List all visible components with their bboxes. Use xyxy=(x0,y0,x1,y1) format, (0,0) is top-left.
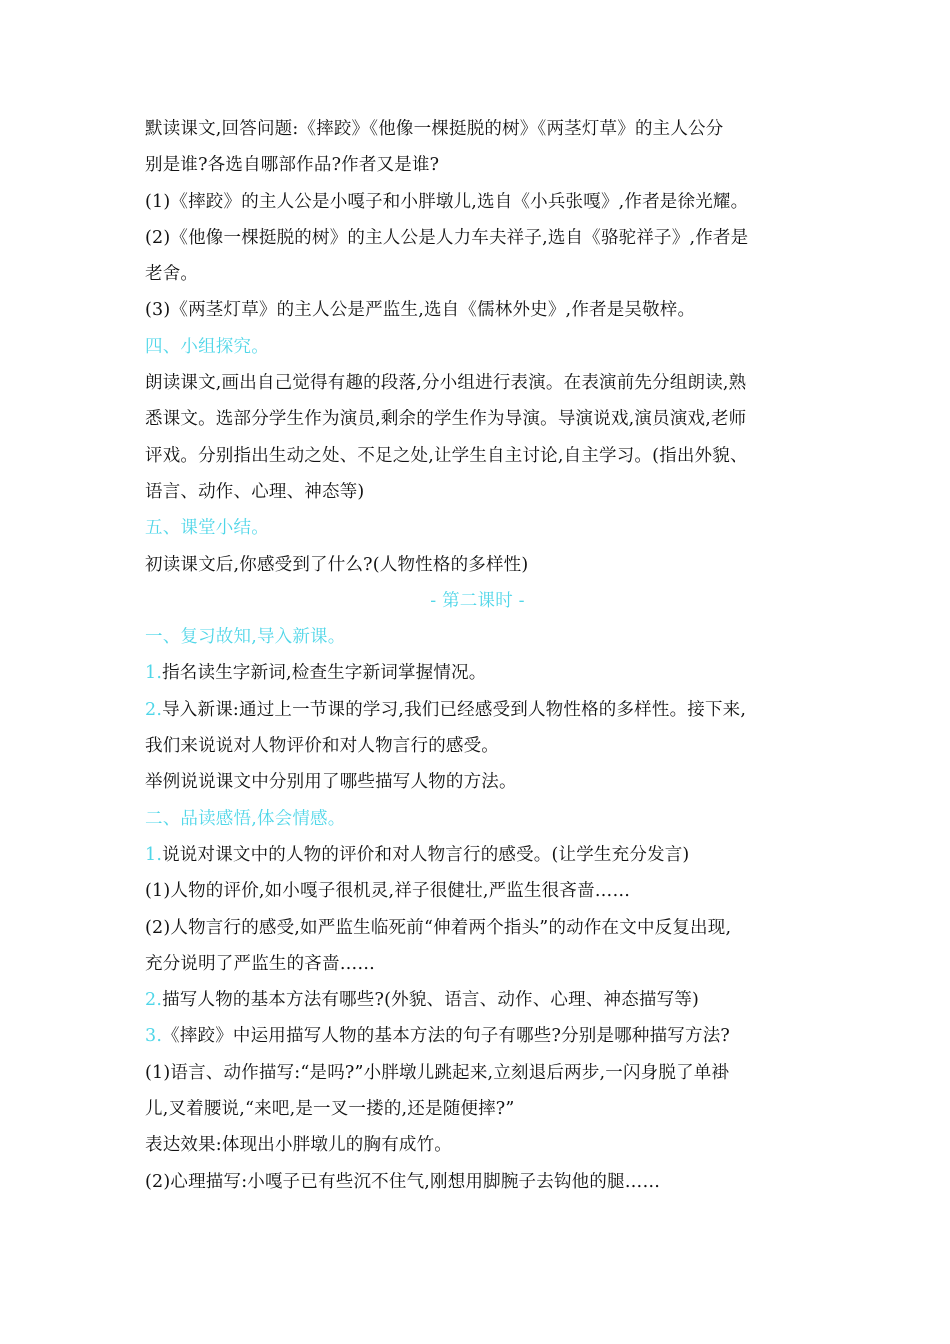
item-number: 1. xyxy=(145,844,163,865)
text-line xyxy=(145,982,810,1018)
text-line xyxy=(145,946,810,982)
text-line xyxy=(145,256,810,292)
text-line xyxy=(145,1055,810,1091)
section-heading xyxy=(145,510,810,546)
text-line xyxy=(145,1164,810,1200)
line-text: (2)人物言行的感受,如严监生临死前“伸着两个指头”的动作在文中反复出现, xyxy=(145,917,732,938)
text-line xyxy=(145,837,810,873)
text-line xyxy=(145,728,810,764)
line-text: (3)《两茎灯草》的主人公是严监生,选自《儒林外史》,作者是吴敬梓。 xyxy=(145,300,696,321)
line-text: 评戏。分别指出生动之处、不足之处,让学生自主讨论,自主学习。(指出外貌、 xyxy=(145,445,748,466)
item-number: 2. xyxy=(145,699,163,720)
text-line xyxy=(145,184,810,220)
document-body xyxy=(145,111,810,1200)
line-text: 老舍。 xyxy=(145,264,199,285)
line-text: 四、小组探究。 xyxy=(145,336,269,357)
text-line xyxy=(145,220,810,256)
section-heading xyxy=(145,801,810,837)
line-text: 举例说说课文中分别用了哪些描写人物的方法。 xyxy=(145,772,517,793)
line-text: 二、品读感悟,体会情感。 xyxy=(145,808,346,829)
line-text: 五、课堂小结。 xyxy=(145,518,269,539)
text-line xyxy=(145,910,810,946)
line-text: 别是谁?各选自哪部作品?作者又是谁? xyxy=(145,155,440,176)
line-text: (2)《他像一棵挺脱的树》的主人公是人力车夫祥子,选自《骆驼祥子》,作者是 xyxy=(145,227,749,248)
line-text: 充分说明了严监生的吝啬…… xyxy=(145,953,376,974)
line-text: - 第二课时 - xyxy=(430,590,525,611)
text-line xyxy=(145,873,810,909)
line-text: 默读课文,回答问题:《摔跤》《他像一棵挺脱的树》《两茎灯草》的主人公分 xyxy=(145,119,724,139)
text-line xyxy=(145,147,810,183)
line-text: 《摔跤》中运用描写人物的基本方法的句子有哪些?分别是哪种描写方法? xyxy=(162,1026,730,1047)
line-text: 指名读生字新词,检查生字新词掌握情况。 xyxy=(162,663,487,684)
line-text: 表达效果:体现出小胖墩儿的胸有成竹。 xyxy=(145,1135,452,1156)
line-text: (2)心理描写:小嘎子已有些沉不住气,刚想用脚腕子去钩他的腿…… xyxy=(145,1171,661,1192)
line-text: 语言、动作、心理、神态等) xyxy=(145,481,365,502)
line-text: 初读课文后,你感受到了什么?(人物性格的多样性) xyxy=(145,554,529,575)
line-text: 导入新课:通过上一节课的学习,我们已经感受到人物性格的多样性。接下来, xyxy=(162,699,747,720)
text-line xyxy=(145,547,810,583)
text-line xyxy=(145,401,810,437)
line-text: (1)《摔跤》的主人公是小嘎子和小胖墩儿,选自《小兵张嘎》,作者是徐光耀。 xyxy=(145,191,749,212)
item-number: 3. xyxy=(145,1026,163,1047)
section-heading xyxy=(145,329,810,365)
text-line xyxy=(145,655,810,691)
section-heading xyxy=(145,619,810,655)
text-line xyxy=(145,111,810,147)
line-text: 儿,叉着腰说,“来吧,是一叉一搂的,还是随便摔?” xyxy=(145,1099,515,1120)
text-line xyxy=(145,1091,810,1127)
text-line xyxy=(145,764,810,800)
line-text: 朗读课文,画出自己觉得有趣的段落,分小组进行表演。在表演前先分组朗读,熟 xyxy=(145,373,747,394)
text-line xyxy=(145,292,810,328)
text-line xyxy=(145,438,810,474)
text-line xyxy=(145,1127,810,1163)
line-text: (1)语言、动作描写:“是吗?”小胖墩儿跳起来,立刻退后两步,一闪身脱了单褂 xyxy=(145,1062,730,1083)
line-text: 一、复习故知,导入新课。 xyxy=(145,627,346,648)
line-text: 描写人物的基本方法有哪些?(外貌、语言、动作、心理、神态描写等) xyxy=(162,990,700,1011)
text-line xyxy=(145,692,810,728)
line-text: 我们来说说对人物评价和对人物言行的感受。 xyxy=(145,736,499,757)
text-line xyxy=(145,365,810,401)
text-line xyxy=(145,1018,810,1054)
line-text: 说说对课文中的人物的评价和对人物言行的感受。(让学生充分发言) xyxy=(162,844,690,865)
item-number: 2. xyxy=(145,990,163,1011)
item-number: 1. xyxy=(145,663,163,684)
line-text: (1)人物的评价,如小嘎子很机灵,祥子很健壮,严监生很吝啬…… xyxy=(145,881,631,902)
lesson-divider-title xyxy=(145,583,810,619)
text-line xyxy=(145,474,810,510)
line-text: 悉课文。选部分学生作为演员,剩余的学生作为导演。导演说戏,演员演戏,老师 xyxy=(145,409,747,430)
